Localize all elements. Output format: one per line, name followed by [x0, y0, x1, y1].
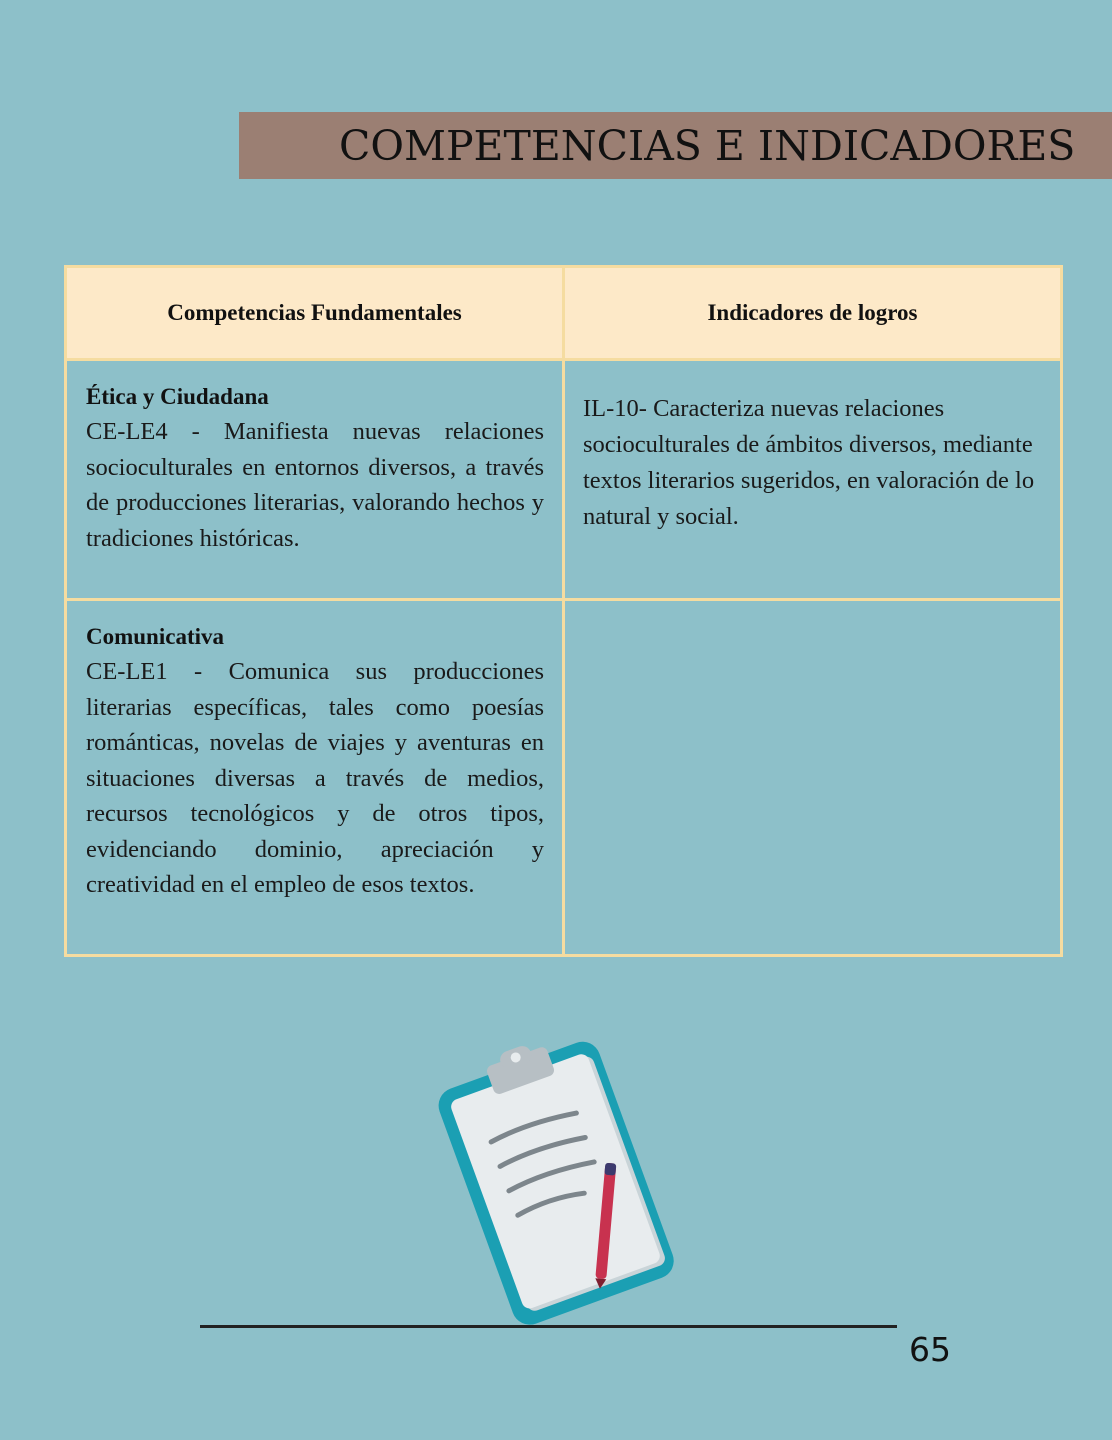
footer-divider — [200, 1325, 897, 1328]
table-row — [66, 360, 1062, 600]
competency-cell — [66, 600, 564, 956]
page-number: 65 — [909, 1330, 951, 1369]
competency-title: Comunicativa — [86, 624, 224, 649]
indicator-cell — [564, 600, 1062, 956]
competency-title: Ética y Ciudadana — [86, 384, 269, 409]
title-band — [239, 112, 1112, 179]
competency-cell — [66, 360, 564, 600]
competency-text: CE-LE4 - Manifiesta nuevas relaciones socioculturales en entornos diversos, a través de producciones literarias, valorando hechos y tradiciones históricas. — [86, 418, 544, 552]
competencies-table — [64, 265, 1063, 957]
competency-text: CE-LE1 - Comunica sus producciones literarias específicas, tales como poesías románticas, novelas de viajes y aventuras en situaciones diversas a través de medios, recursos tecnológicos y de otros tipos, evidenciando dominio, apreciación y creatividad en el empleo de esos textos. — [86, 658, 544, 898]
indicator-cell — [564, 360, 1062, 600]
table-row — [66, 600, 1062, 956]
table-header-row — [66, 267, 1062, 360]
indicator-text: IL-10- Caracteriza nuevas relaciones socioculturales de ámbitos diversos, mediante textos literarios sugeridos, en valoración de lo natural y social. — [583, 395, 1035, 530]
column-header-competencies: Competencias Fundamentales — [66, 267, 564, 360]
column-header-indicators: Indicadores de logros — [564, 267, 1062, 360]
page-title: COMPETENCIAS E INDICADORES — [339, 122, 1076, 170]
clipboard-icon — [430, 1035, 690, 1340]
